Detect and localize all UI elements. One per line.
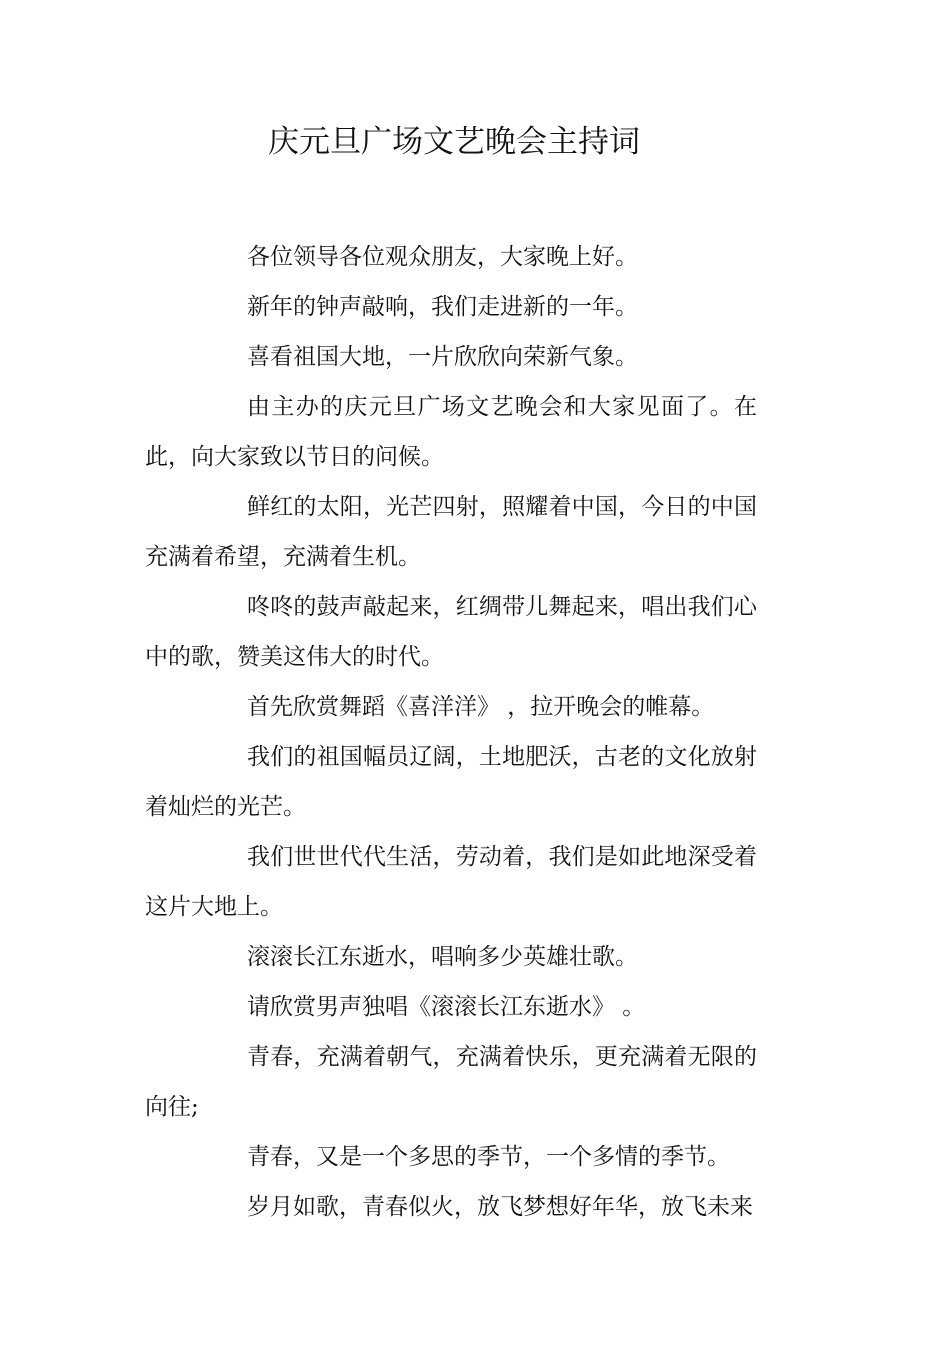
paragraph: 滚滚长江东逝水，唱响多少英雄壮歌。 [247,944,638,970]
paragraph: 我们的祖国幅员辽阔，土地肥沃，古老的文化放射着灿烂的光芒。 [145,744,757,820]
paragraph: 由主办的庆元旦广场文艺晚会和大家见面了。在此，向大家致以节日的问候。 [145,394,757,470]
paragraph: 新年的钟声敲响，我们走进新的一年。 [247,294,638,320]
paragraph: 鲜红的太阳，光芒四射，照耀着中国，今日的中国充满着希望，充满着生机。 [145,494,757,570]
paragraph: 首先欣赏舞蹈《喜洋洋》 ，拉开晚会的帷幕。 [247,694,715,720]
paragraph: 我们世世代代生活，劳动着，我们是如此地深受着这片大地上。 [145,844,757,920]
paragraph: 青春，充满着朝气，充满着快乐，更充满着无限的向往; [145,1044,757,1120]
document-body [145,232,757,1232]
paragraph: 各位领导各位观众朋友，大家晚上好。 [247,244,638,270]
paragraph: 咚咚的鼓声敲起来，红绸带儿舞起来，唱出我们心中的歌，赞美这伟大的时代。 [145,594,757,670]
paragraph: 喜看祖国大地，一片欣欣向荣新气象。 [247,344,638,370]
paragraph: 岁月如歌，青春似火，放飞梦想好年华，放飞未来 [247,1194,753,1220]
document-title: 庆元旦广场文艺晚会主持词 [268,124,640,160]
paragraph: 请欣赏男声独唱《滚滚长江东逝水》 。 [247,994,646,1020]
paragraph: 青春，又是一个多思的季节，一个多情的季节。 [247,1144,730,1170]
